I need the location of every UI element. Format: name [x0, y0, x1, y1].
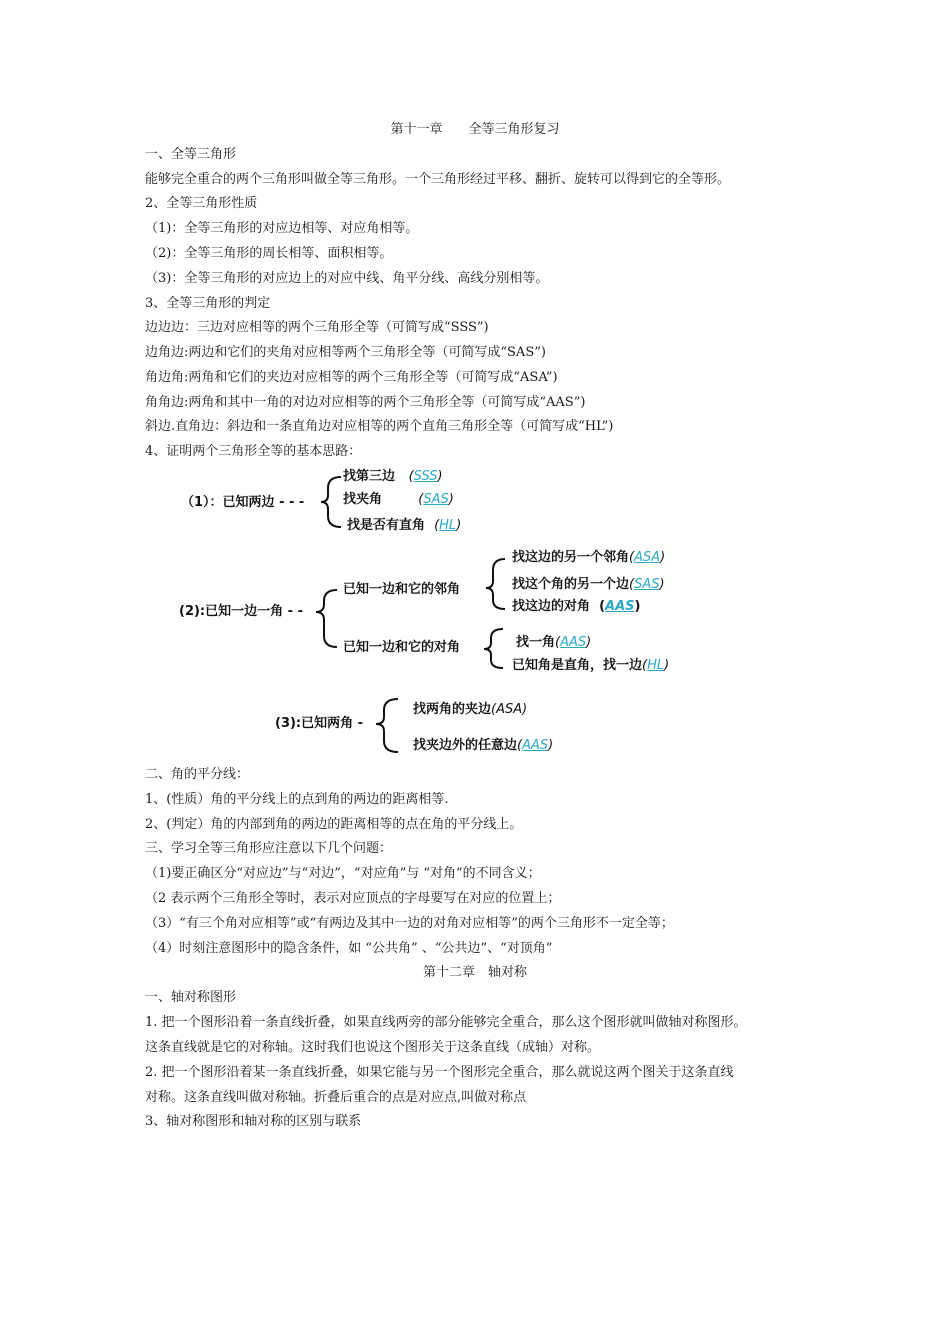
congruent-definition: 能够完全重合的两个三角形叫做全等三角形。一个三角形经过平移、翻折、旋转可以得到它的全等形。	[145, 172, 731, 187]
brace-2-outer	[316, 590, 337, 647]
diagram-1-branch-1-paren: (SSS)	[408, 469, 443, 484]
diagram-3-branch-2-label: 找夹边外的任意边	[413, 738, 518, 753]
chapter-11-name: 全等三角形复习	[468, 122, 560, 137]
note-3: （3）“有三个角对应相等”或“有两边及其中一边的对角对应相等”的两个三角形不一定全等；	[145, 916, 674, 931]
diagram-2-leaf-4	[516, 634, 591, 652]
diagram-3-branch-1	[413, 701, 527, 719]
brace-2-upper	[486, 559, 505, 609]
proof-approach-heading: 4、证明两个三角形全等的基本思路：	[145, 444, 362, 459]
diagram-2-leaf-2-label: 找这个角的另一个边	[512, 577, 630, 592]
axial-text-1a: 1. 把一个图形沿着一条直线折叠，如果直线两旁的部分能够完全重合，那么这个图形就叫做轴对称图形。	[145, 1015, 747, 1030]
diagram-2-leaf-5-label: 已知角是直角，找一边	[512, 658, 643, 673]
diagram-1-branch-3	[347, 517, 461, 535]
chapter-11-number: 第十一章	[390, 122, 443, 137]
diagram-3-branch-1-paren: (ASA)	[491, 702, 528, 717]
criterion-sss: 边边边：三边对应相等的两个三角形全等（可简写成“SSS”)	[145, 320, 489, 335]
axial-text-2b: 对称。这条直线叫做对称轴。折叠后重合的点是对应点,叫做对称点	[145, 1090, 527, 1105]
diagram-1-branch-2-label: 找夹角	[343, 492, 383, 507]
diagram-1-branch-1	[343, 468, 443, 486]
diagram-2-leaf-4-tag[interactable]: AAS	[560, 635, 587, 650]
chapter-12-title: 第十二章 轴对称	[422, 965, 527, 980]
property-2: （2)：全等三角形的周长相等、面积相等。	[145, 246, 393, 261]
diagram-1-branch-1-label: 找第三边	[343, 469, 396, 484]
diagram-2-root: (2):已知一边一角 - -	[179, 604, 303, 619]
bisector-property: 1、(性质）角的平分线上的点到角的两边的距离相等.	[145, 792, 449, 807]
diagram-1-branch-1-tag[interactable]: SSS	[413, 469, 438, 484]
diagram-1-branch-3-label: 找是否有直角	[347, 518, 426, 533]
diagram-3-branch-2	[413, 737, 553, 755]
diagram-3-branch-1-tag: ASA	[496, 702, 523, 717]
diagram-1-root: （1）：已知两边 - - -	[181, 495, 305, 510]
diagram-2-leaf-2-paren: (SAS)	[629, 577, 665, 592]
diagram-2-leaf-1	[512, 549, 665, 567]
note-2: （2 表示两个三角形全等时，表示对应顶点的字母要写在对应的位置上；	[145, 891, 561, 906]
diagram-2-leaf-3-paren: (AAS)	[599, 599, 641, 614]
diagram-2-mid-2: 已知一边和它的对角	[343, 640, 461, 655]
diagram-3-root: (3):已知两角 -	[275, 716, 364, 731]
diagram-1-branch-3-paren: (HL)	[434, 518, 462, 533]
axial-text-3: 3、轴对称图形和轴对称的区别与联系	[145, 1114, 362, 1129]
property-1: （1)：全等三角形的对应边相等、对应角相等。	[145, 221, 419, 236]
diagram-1-branch-2-tag[interactable]: SAS	[423, 492, 449, 507]
axial-text-1b: 这条直线就是它的对称轴。这时我们也说这个图形关于这条直线（成轴）对称。	[145, 1040, 601, 1055]
diagram-2-leaf-5-paren: (HL)	[642, 658, 670, 673]
criterion-aas: 角角边:两角和其中一角的对边对应相等的两个三角形全等（可简写成“AAS”)	[145, 395, 586, 410]
axial-symmetry-heading: 一、轴对称图形	[145, 990, 237, 1005]
diagram-2-leaf-2	[512, 576, 665, 594]
property-3: （3)：全等三角形的对应边上的对应中线、角平分线、高线分别相等。	[145, 271, 549, 286]
diagram-2-leaf-5-tag[interactable]: HL	[647, 658, 665, 673]
diagram-2-leaf-1-tag[interactable]: ASA	[634, 550, 661, 565]
bisector-heading: 二、角的平分线：	[145, 767, 250, 782]
diagram-2-leaf-4-label: 找一角	[516, 635, 556, 650]
criterion-asa: 角边角:两角和它们的夹边对应相等的两个三角形全等（可简写成“ASA”)	[145, 370, 558, 385]
criterion-hl: 斜边.直角边：斜边和一条直角边对应相等的两个直角三角形全等（可简写成“HL”)	[145, 419, 614, 434]
diagram-1-branch-3-tag[interactable]: HL	[439, 518, 457, 533]
diagram-1-branch-2-paren: (SAS)	[418, 492, 454, 507]
diagram-2-leaf-5	[512, 657, 669, 675]
diagram-2-leaf-3	[512, 598, 640, 616]
diagram-3-branch-2-tag[interactable]: AAS	[522, 738, 549, 753]
diagram-2-leaf-1-paren: (ASA)	[629, 550, 666, 565]
brace-2-lower	[484, 629, 503, 668]
note-4: （4）时刻注意图形中的隐含条件，如 “公共角” 、“公共边”、“对顶角”	[145, 941, 553, 956]
diagram-3-branch-2-paren: (AAS)	[517, 738, 554, 753]
brace-3	[376, 699, 398, 752]
properties-heading: 2、全等三角形性质	[145, 196, 258, 211]
diagram-2-leaf-3-tag[interactable]: AAS	[605, 599, 635, 614]
axial-text-2a: 2. 把一个图形沿着某一条直线折叠，如果它能与另一个图形完全重合，那么就说这两个图关于这条直线	[145, 1065, 734, 1080]
note-1: （1)要正确区分“对应边”与“对边”，“对应角”与 “对角”的不同含义；	[145, 866, 541, 881]
diagram-2-leaf-2-tag[interactable]: SAS	[634, 577, 660, 592]
notes-heading: 三、学习全等三角形应注意以下几个问题：	[145, 841, 393, 856]
section-congruent-triangles-heading: 一、全等三角形	[145, 147, 237, 162]
bisector-criterion: 2、(判定）角的内部到角的两边的距离相等的点在角的平分线上。	[145, 817, 523, 832]
diagram-2-mid-1: 已知一边和它的邻角	[343, 582, 461, 597]
diagram-3-branch-1-label: 找两角的夹边	[413, 702, 492, 717]
criterion-sas: 边角边:两边和它们的夹角对应相等两个三角形全等（可简写成“SAS”)	[145, 345, 546, 360]
diagram-2-leaf-4-paren: (AAS)	[555, 635, 592, 650]
diagram-1-branch-2	[343, 491, 454, 509]
diagram-2-leaf-3-label: 找这边的对角	[512, 599, 591, 614]
criteria-heading: 3、全等三角形的判定	[145, 296, 271, 311]
diagram-2-leaf-1-label: 找这边的另一个邻角	[512, 550, 630, 565]
brace-1	[321, 477, 341, 527]
